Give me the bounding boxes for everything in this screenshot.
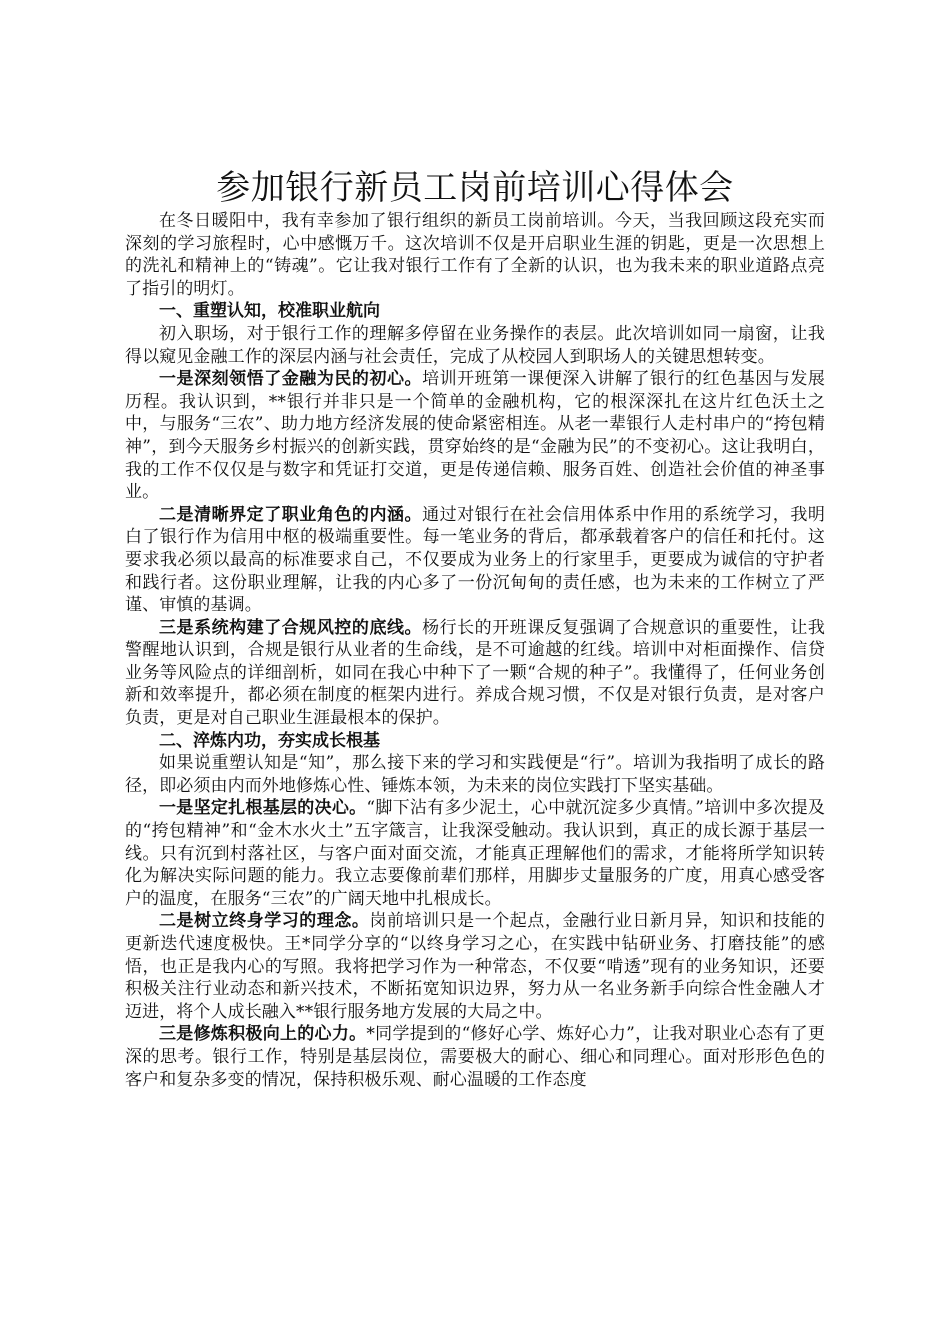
section-2-heading: 二、淬炼内功，夯实成长根基 (159, 730, 380, 751)
intro-paragraph: 在冬日暖阳中，我有幸参加了银行组织的新员工岗前培训。今天，当我回顾这段充实而深刻的学习旅程时，心中感慨万千。这次培训不仅是开启职业生涯的钥匙，更是一次思想上的洗礼和精神上的“铸魂”。它让我对银行工作有了全新的认识，也为我未来的职业道路点亮了指引的明灯。 (125, 211, 825, 299)
point-body: 培训开班第一课便深入讲解了银行的红色基因与发展历程。我认识到，**银行并非只是一个简单的金融机构，它的根深深扎在这片红色沃土之中，与服务“三农”、助力地方经济发展的使命紧密相连。从老一辈银行人走村串户的“挎包精神”，到今天服务乡村振兴的创新实践，贯穿始终的是“金融为民”的不变初心。这让我明白，我的工作不仅仅是与数字和凭证打交道，更是传递信赖、服务百姓、创造社会价值的神圣事业。 (125, 369, 825, 503)
point-lead: 二是清晰界定了职业角色的内涵。 (159, 504, 423, 525)
section-1-point-2 (125, 504, 825, 617)
point-body: “脚下沾有多少泥土，心中就沉淀多少真情。”培训中多次提及的“挎包精神”和“金木水火土”五字箴言，让我深受触动。我认识到，真正的成长源于基层一线。只有沉到村落社区，与客户面对面交流，才能真正理解他们的需求，才能将所学知识转化为解决实际问题的能力。我立志要像前辈们那样，用脚步丈量服务的广度，用真心感受客户的温度，在服务“三农”的广阔天地中扎根成长。 (125, 798, 825, 909)
section-2-intro: 如果说重塑认知是“知”，那么接下来的学习和实践便是“行”。培训为我指明了成长的路径，即必须由内而外地修炼心性、锤炼本领，为未来的岗位实践打下坚实基础。 (125, 753, 825, 796)
section-1-point-3 (125, 617, 825, 730)
point-lead: 一是深刻领悟了金融为民的初心。 (159, 369, 423, 390)
point-body: 通过对银行在社会信用体系中作用的系统学习，我明白了银行作为信用中枢的极端重要性。每一笔业务的背后，都承载着客户的信任和托付。这要求我必须以最高的标准要求自己，不仅要成为业务上的行家里手，更要成为诚信的守护者和践行者。这份职业理解，让我的内心多了一份沉甸甸的责任感，也为未来的工作树立了严谨、审慎的基调。 (125, 504, 825, 616)
section-1-intro: 初入职场，对于银行工作的理解多停留在业务操作的表层。此次培训如同一扇窗，让我得以窥见金融工作的深层内涵与社会责任，完成了从校园人到职场人的关键思想转变。 (125, 323, 825, 367)
section-2-point-3 (125, 1023, 825, 1091)
section-2-point-1 (125, 797, 825, 910)
point-lead: 三是修炼积极向上的心力。 (159, 1024, 367, 1045)
point-body: 杨行长的开班课反复强调了合规意识的重要性，让我警醒地认识到，合规是银行从业者的生命线，是不可逾越的红线。培训中对柜面操作、信贷业务等风险点的详细剖析，如同在我心中种下了一颗“合规的种子”。我懂得了，任何业务创新和效率提升，都必须在制度的框架内进行。养成合规习惯，不仅是对银行负责，是对客户负责，更是对自己职业生涯最根本的保护。 (125, 617, 825, 729)
point-body: *同学提到的“修好心学、炼好心力”，让我对职业心态有了更深的思考。银行工作，特别是基层岗位，需要极大的耐心、细心和同理心。面对形形色色的客户和复杂多变的情况，保持积极乐观、耐心温暖的工作态度 (125, 1024, 825, 1090)
point-body: 岗前培训只是一个起点，金融行业日新月异，知识和技能的更新迭代速度极快。王*同学分享的“以终身学习之心，在实践中钻研业务、打磨技能”的感悟，也正是我内心的写照。我将把学习作为一种常态，不仅要“啃透”现有的业务知识，还要积极关注行业动态和新兴技术，不断拓宽知识边界，努力从一名业务新手向综合性金融人才迈进，将个人成长融入**银行服务地方发展的大局之中。 (125, 911, 825, 1022)
section-1-point-1 (125, 368, 825, 504)
section-1-heading: 一、重塑认知，校准职业航向 (159, 301, 380, 322)
document-page (125, 166, 825, 1091)
point-lead: 二是树立终身学习的理念。 (159, 911, 370, 932)
point-lead: 三是系统构建了合规风控的底线。 (159, 617, 423, 638)
point-lead: 一是坚定扎根基层的决心。 (159, 798, 367, 819)
document-title: 参加银行新员工岗前培训心得体会 (216, 168, 734, 208)
section-2-point-2 (125, 910, 825, 1023)
